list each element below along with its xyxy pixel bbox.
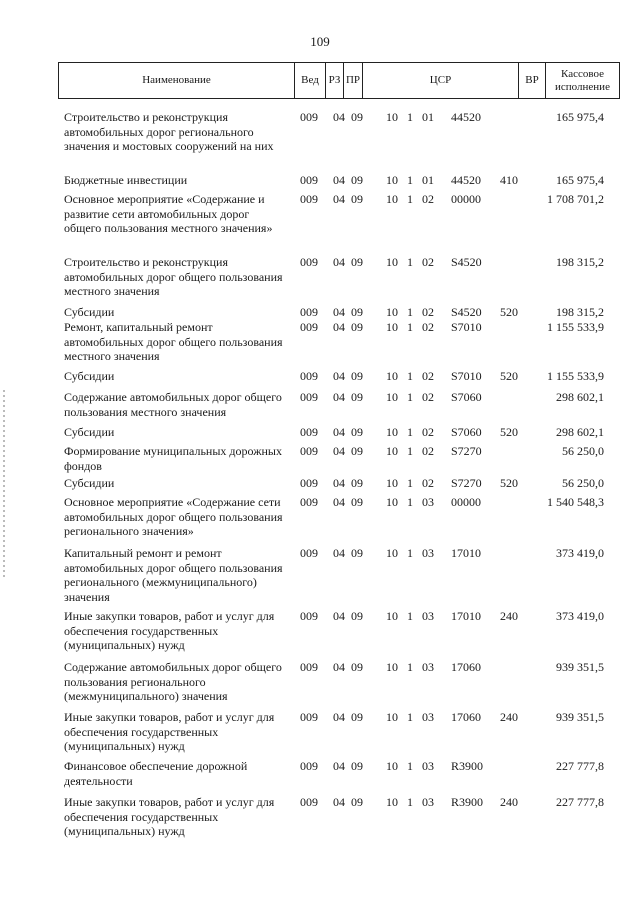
row-pr: 09: [351, 110, 363, 124]
row-name: Иные закупки товаров, работ и услуг для обеспечения государственных (муниципальных) нужд: [64, 609, 275, 652]
row-csr-part-2: 1: [407, 369, 413, 383]
row-name: Содержание автомобильных дорог общего пользования местного значения: [64, 390, 282, 419]
row-csr-part-2: 1: [407, 444, 413, 458]
row-csr-part-3: 02: [422, 255, 434, 269]
row-pr: 09: [351, 255, 363, 269]
row-csr-part-1: 10: [386, 546, 398, 560]
row-ved: 009: [300, 444, 318, 458]
row-name: Формирование муниципальных дорожных фондов: [64, 444, 282, 473]
row-pr: 09: [351, 546, 363, 560]
row-csr-part-4: S7010: [451, 320, 482, 334]
row-csr-part-2: 1: [407, 425, 413, 439]
row-csr-part-4: 17060: [451, 660, 481, 674]
row-csr-part-4: S4520: [451, 255, 482, 269]
row-csr-part-1: 10: [386, 476, 398, 490]
row-csr-part-2: 1: [407, 710, 413, 724]
row-csr-part-4: S7270: [451, 444, 482, 458]
row-csr-part-3: 02: [422, 305, 434, 319]
row-csr-part-4: 17010: [451, 546, 481, 560]
row-ved: 009: [300, 546, 318, 560]
row-csr-part-3: 03: [422, 495, 434, 509]
row-pr: 09: [351, 173, 363, 187]
row-ved: 009: [300, 795, 318, 809]
row-csr-part-3: 03: [422, 795, 434, 809]
row-csr-part-1: 10: [386, 759, 398, 773]
row-rz: 04: [333, 173, 345, 187]
row-sum: 227 777,8: [556, 759, 604, 773]
header-ved: Вед: [295, 63, 326, 99]
row-csr-part-4: 44520: [451, 173, 481, 187]
row-ved: 009: [300, 255, 318, 269]
row-csr-part-1: 10: [386, 173, 398, 187]
row-sum: 1 155 533,9: [547, 320, 604, 334]
row-pr: 09: [351, 320, 363, 334]
row-name: Строительство и реконструкция автомобильных дорог регионального значения и мостовых сооружений на них: [64, 110, 274, 153]
row-csr-part-1: 10: [386, 425, 398, 439]
row-sum: 1 540 548,3: [547, 495, 604, 509]
row-csr-part-3: 02: [422, 390, 434, 404]
row-ved: 009: [300, 710, 318, 724]
row-rz: 04: [333, 369, 345, 383]
row-name: Строительство и реконструкция автомобильных дорог общего пользования местного значения: [64, 255, 283, 298]
row-csr-part-2: 1: [407, 305, 413, 319]
row-csr-part-2: 1: [407, 609, 413, 623]
row-sum: 165 975,4: [556, 173, 604, 187]
row-ved: 009: [300, 660, 318, 674]
row-sum: 373 419,0: [556, 609, 604, 623]
row-csr-part-3: 03: [422, 546, 434, 560]
row-csr-part-2: 1: [407, 495, 413, 509]
row-vr: 240: [500, 710, 518, 724]
row-csr-part-4: 44520: [451, 110, 481, 124]
row-csr-part-4: S7060: [451, 425, 482, 439]
row-csr-part-1: 10: [386, 305, 398, 319]
row-sum: 56 250,0: [562, 476, 604, 490]
row-csr-part-3: 03: [422, 710, 434, 724]
row-sum: 939 351,5: [556, 660, 604, 674]
row-name: Иные закупки товаров, работ и услуг для обеспечения государственных (муниципальных) нужд: [64, 795, 275, 838]
row-rz: 04: [333, 320, 345, 334]
header-rz: РЗ: [326, 63, 344, 99]
row-csr-part-4: 17060: [451, 710, 481, 724]
row-name: Бюджетные инвестиции: [64, 173, 188, 187]
row-pr: 09: [351, 425, 363, 439]
row-pr: 09: [351, 305, 363, 319]
row-csr-part-2: 1: [407, 110, 413, 124]
row-rz: 04: [333, 192, 345, 206]
scan-margin-mark: [3, 390, 5, 580]
row-name: Субсидии: [64, 369, 115, 383]
row-vr: 520: [500, 476, 518, 490]
row-csr-part-3: 01: [422, 110, 434, 124]
row-name: Субсидии: [64, 425, 115, 439]
row-ved: 009: [300, 320, 318, 334]
row-csr-part-2: 1: [407, 759, 413, 773]
row-ved: 009: [300, 173, 318, 187]
row-ved: 009: [300, 476, 318, 490]
row-sum: 198 315,2: [556, 255, 604, 269]
row-rz: 04: [333, 710, 345, 724]
row-csr-part-4: S7060: [451, 390, 482, 404]
row-csr-part-1: 10: [386, 320, 398, 334]
header-name: Наименование: [59, 63, 295, 99]
row-csr-part-4: 17010: [451, 609, 481, 623]
row-ved: 009: [300, 495, 318, 509]
row-vr: 520: [500, 369, 518, 383]
row-csr-part-2: 1: [407, 390, 413, 404]
row-vr: 520: [500, 305, 518, 319]
row-pr: 09: [351, 609, 363, 623]
row-csr-part-2: 1: [407, 192, 413, 206]
row-csr-part-3: 02: [422, 425, 434, 439]
row-rz: 04: [333, 305, 345, 319]
row-sum: 298 602,1: [556, 390, 604, 404]
row-csr-part-1: 10: [386, 609, 398, 623]
table-header: [58, 62, 620, 99]
row-pr: 09: [351, 444, 363, 458]
row-sum: 373 419,0: [556, 546, 604, 560]
row-csr-part-1: 10: [386, 444, 398, 458]
row-sum: 165 975,4: [556, 110, 604, 124]
row-name: Содержание автомобильных дорог общего пользования регионального (межмуниципального) значения: [64, 660, 282, 703]
row-csr-part-1: 10: [386, 795, 398, 809]
row-rz: 04: [333, 444, 345, 458]
row-csr-part-1: 10: [386, 192, 398, 206]
row-pr: 09: [351, 710, 363, 724]
row-rz: 04: [333, 110, 345, 124]
row-csr-part-4: R3900: [451, 759, 484, 773]
row-csr-part-3: 02: [422, 369, 434, 383]
row-csr-part-2: 1: [407, 320, 413, 334]
row-csr-part-1: 10: [386, 390, 398, 404]
row-sum: 56 250,0: [562, 444, 604, 458]
row-csr-part-3: 02: [422, 476, 434, 490]
row-vr: 520: [500, 425, 518, 439]
row-name: Капитальный ремонт и ремонт автомобильных дорог общего пользования регионального (межмуниципального) значения: [64, 546, 283, 604]
row-csr-part-1: 10: [386, 495, 398, 509]
row-rz: 04: [333, 495, 345, 509]
row-pr: 09: [351, 192, 363, 206]
row-csr-part-1: 10: [386, 710, 398, 724]
row-csr-part-3: 02: [422, 444, 434, 458]
row-ved: 009: [300, 305, 318, 319]
row-rz: 04: [333, 759, 345, 773]
row-name: Иные закупки товаров, работ и услуг для обеспечения государственных (муниципальных) нужд: [64, 710, 275, 753]
row-pr: 09: [351, 660, 363, 674]
row-csr-part-1: 10: [386, 255, 398, 269]
row-rz: 04: [333, 476, 345, 490]
row-ved: 009: [300, 609, 318, 623]
row-rz: 04: [333, 609, 345, 623]
row-csr-part-2: 1: [407, 795, 413, 809]
row-ved: 009: [300, 425, 318, 439]
row-name: Ремонт, капитальный ремонт автомобильных дорог общего пользования местного значения: [64, 320, 283, 363]
row-csr-part-2: 1: [407, 476, 413, 490]
header-sum: Кассовое исполнение: [546, 63, 620, 99]
header-pr: ПР: [344, 63, 363, 99]
row-csr-part-3: 03: [422, 609, 434, 623]
row-rz: 04: [333, 390, 345, 404]
row-csr-part-2: 1: [407, 660, 413, 674]
row-csr-part-2: 1: [407, 255, 413, 269]
page-number: 109: [310, 34, 330, 49]
row-pr: 09: [351, 495, 363, 509]
row-ved: 009: [300, 759, 318, 773]
row-csr-part-4: S4520: [451, 305, 482, 319]
row-vr: 240: [500, 609, 518, 623]
row-sum: 227 777,8: [556, 795, 604, 809]
row-csr-part-1: 10: [386, 369, 398, 383]
row-name: Субсидии: [64, 476, 115, 490]
row-ved: 009: [300, 390, 318, 404]
row-csr-part-3: 01: [422, 173, 434, 187]
row-csr-part-4: 00000: [451, 495, 481, 509]
row-csr-part-4: S7010: [451, 369, 482, 383]
row-name: Субсидии: [64, 305, 115, 319]
row-vr: 410: [500, 173, 518, 187]
header-vr: ВР: [519, 63, 546, 99]
row-sum: 298 602,1: [556, 425, 604, 439]
row-rz: 04: [333, 795, 345, 809]
row-csr-part-4: 00000: [451, 192, 481, 206]
row-csr-part-2: 1: [407, 173, 413, 187]
row-csr-part-3: 03: [422, 759, 434, 773]
row-pr: 09: [351, 390, 363, 404]
row-pr: 09: [351, 369, 363, 383]
row-rz: 04: [333, 425, 345, 439]
row-rz: 04: [333, 255, 345, 269]
row-pr: 09: [351, 476, 363, 490]
row-ved: 009: [300, 369, 318, 383]
row-csr-part-2: 1: [407, 546, 413, 560]
row-csr-part-1: 10: [386, 110, 398, 124]
row-csr-part-4: S7270: [451, 476, 482, 490]
row-sum: 1 708 701,2: [547, 192, 604, 206]
row-csr-part-3: 02: [422, 192, 434, 206]
row-sum: 1 155 533,9: [547, 369, 604, 383]
header-csr: ЦСР: [363, 63, 519, 99]
row-name: Основное мероприятие «Содержание и развитие сети автомобильных дорог общего пользования местного значения»: [64, 192, 273, 235]
row-rz: 04: [333, 546, 345, 560]
row-sum: 939 351,5: [556, 710, 604, 724]
row-pr: 09: [351, 759, 363, 773]
row-ved: 009: [300, 110, 318, 124]
row-csr-part-1: 10: [386, 660, 398, 674]
row-csr-part-4: R3900: [451, 795, 484, 809]
row-csr-part-3: 02: [422, 320, 434, 334]
row-rz: 04: [333, 660, 345, 674]
row-name: Финансовое обеспечение дорожной деятельности: [64, 759, 248, 788]
row-ved: 009: [300, 192, 318, 206]
row-sum: 198 315,2: [556, 305, 604, 319]
row-name: Основное мероприятие «Содержание сети автомобильных дорог общего пользования регионального значения»: [64, 495, 283, 538]
row-pr: 09: [351, 795, 363, 809]
row-csr-part-3: 03: [422, 660, 434, 674]
row-vr: 240: [500, 795, 518, 809]
